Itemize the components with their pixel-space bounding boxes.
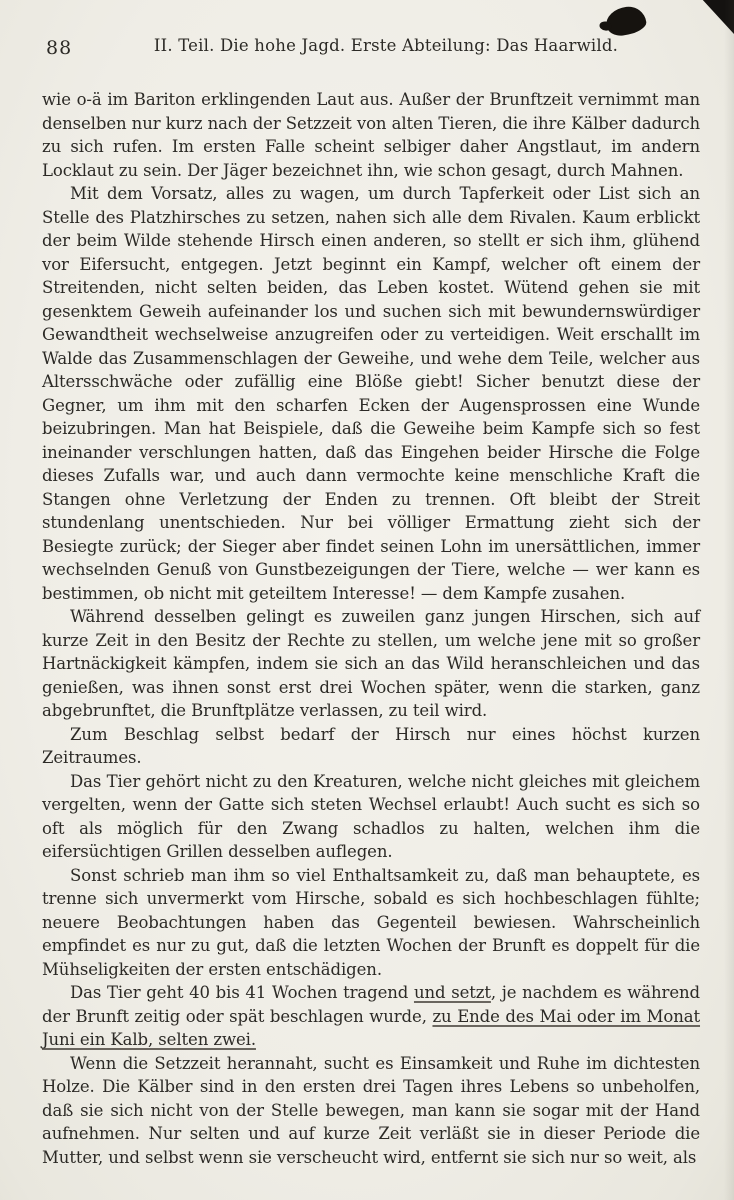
text-segment: , je nachdem es während der Brunft zeitig oder spät beschlagen wurde, (42, 983, 700, 1026)
ink-blot-artifact (604, 5, 647, 38)
paragraph-3: Während desselben gelingt es zuweilen ganz jungen Hirschen, sich auf kurze Zeit in den Besitz der Rechte zu stellen, um welche jene mit so großer Hartnäckigkeit kämpfen, indem sie sich an das Wild heranschleichen und das genießen, was ihnen sonst erst drei Wochen später, wenn die starken, ganz abgebrunftet, die Brunftplätze verlassen, zu teil wird. (42, 607, 700, 720)
page-header (46, 36, 690, 62)
paragraph-7-with-pencil-underlines (42, 981, 700, 1052)
paragraph-8: Wenn die Setzzeit herannaht, sucht es Einsamkeit und Ruhe im dichtesten Holze. Die Kälber sind in den ersten drei Tagen ihres Lebens so unbeholfen, daß sie sich nicht von der Stelle bewegen, man kann sie sogar mit der Hand aufnehmen. Nur selten und auf kurze Zeit verläßt sie in dieser Periode die Mutter, und selbst wenn sie verscheucht wird, entfernt sie sich nur so weit, als (42, 1053, 700, 1167)
paragraph-4: Zum Beschlag selbst bedarf der Hirsch nur eines höchst kurzen Zeitraumes. (42, 724, 700, 767)
paragraph-6: Sonst schrieb man ihm so viel Enthaltsamkeit zu, daß man behauptete, es trenne sich unvermerkt vom Hirsche, sobald es sich hochbeschlagen fühlte; neuere Beobachtungen haben das Gegenteil bewiesen. Wahrscheinlich empfindet es nur zu gut, daß die letzten Wochen der Brunft es doppelt für die Mühseligkeiten der ersten entschädigen. (42, 865, 700, 979)
page-edge-shadow (724, 0, 734, 1200)
pencil-underlined-segment: zu Ende des Mai oder im Monat Juni ein Kalb, selten zwei. (42, 1006, 701, 1049)
running-title: II. Teil. Die hohe Jagd. Erste Abteilung: Das Haarwild. (153, 36, 619, 55)
paragraph-1: wie o-ä im Bariton erklingenden Laut aus. Außer der Brunftzeit vernimmt man denselben nur kurz nach der Setzzeit von alten Tieren, die ihre Kälber dadurch zu sich rufen. Im ersten Falle scheint selbiger daher Angstlaut, im andern Locklaut zu sein. Der Jäger bezeichnet ihn, wie schon gesagt, durch Mahnen. (42, 90, 700, 180)
pencil-underlined-segment: und setzt (413, 983, 491, 1002)
page-number: 88 (46, 37, 73, 59)
text-segment: Das Tier geht 40 bis 41 Wochen tragend (70, 983, 414, 1002)
paragraph-5: Das Tier gehört nicht zu den Kreaturen, welche nicht gleiches mit gleichem vergelten, wenn der Gatte sich steten Wechsel erlaubt! Auch sucht es sich so oft als möglich für den Zwang schadlos zu halten, welchen ihm die eifersüchtigen Grillen desselben auflegen. (42, 771, 700, 861)
paragraph-2: Mit dem Vorsatz, alles zu wagen, um durch Tapferkeit oder List sich an Stelle des Platzhirsches zu setzen, nahen sich alle dem Rivalen. Kaum erblickt der beim Wilde stehende Hirsch einen anderen, so stellt er sich ihm, glühend vor Eifersucht, entgegen. Jetzt beginnt ein Kampf, welcher oft einem der Streitenden, nicht selten beiden, das Leben kostet. Wütend gehen sie mit gesenktem Geweih aufeinander los und suchen sich mit bewundernswürdiger Gewandtheit wechselweise anzugreifen oder zu verteidigen. Weit erschallt im Walde das Zusammenschlagen der Geweihe, und wehe dem Teile, welcher aus Altersschwäche oder zufällig eine Blöße giebt! Sicher benutzt diese der Gegner, um ihm mit den scharfen Ecken der Augensprossen eine Wunde beizubringen. Man hat Beispiele, daß die Geweihe beim Kampfe sich so fest ineinander verschlungen hatten, daß das Eingehen beider Hirsche die Folge dieses Zufalls war, und auch dann vermochte keine menschliche Kraft die Stangen ohne Verletzung der Enden zu trennen. Oft bleibt der Streit stundenlang unentschieden. Nur bei völliger Ermattung zieht sich der Besiegte zurück; der Sieger aber findet seinen Lohn im unersättlichen, immer wechselnden Genuß von Gunstbezeigungen der Tiere, welche — wer kann es bestimmen, ob nicht mit geteiltem Interesse! — dem Kampfe zusahen. (42, 184, 700, 603)
page-body (42, 88, 701, 1167)
